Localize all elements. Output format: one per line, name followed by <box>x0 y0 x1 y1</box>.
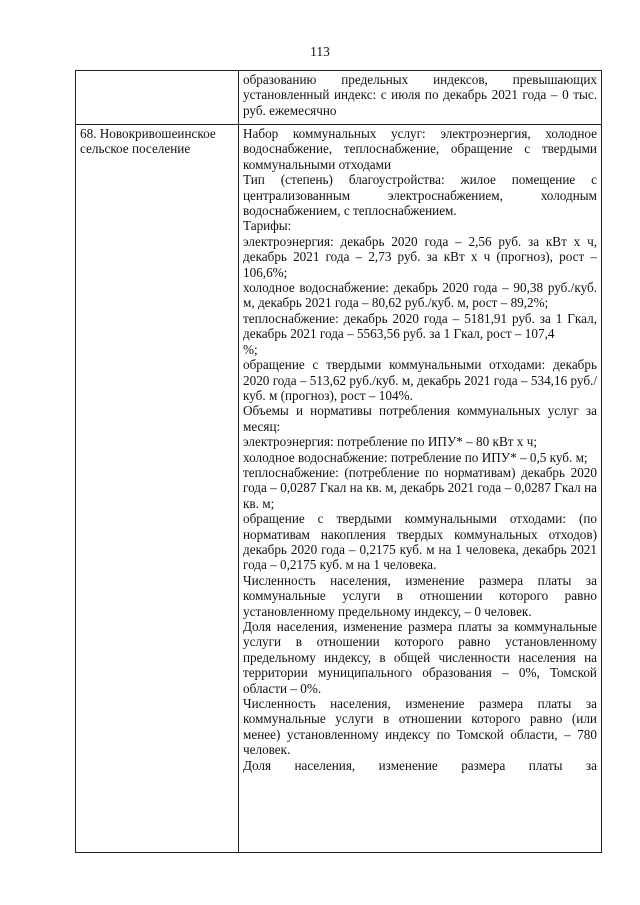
description-cell <box>239 125 602 853</box>
paragraph: обращение с твердыми коммунальными отходами: (по нормативам накопления твердых коммунальных отходов) декабрь 2020 года – 0,2175 куб. м на 1 человека, декабрь 2021 года – 0,2175 куб. м на 1 человека. <box>243 511 597 573</box>
municipality-cell: 68. Новокривошеинское сельское поселение <box>76 125 239 853</box>
paragraph: Набор коммунальных услуг: электроэнергия, холодное водоснабжение, теплоснабжение, обращение с твердыми коммунальными отходами <box>243 126 597 172</box>
description-cell <box>239 71 602 125</box>
paragraph: Тип (степень) благоустройства: жилое помещение с централизованным электроснабжением, холодным водоснабжением, с теплоснабжением. <box>243 172 597 219</box>
paragraph: холодное водоснабжение: потребление по ИПУ* – 0,5 куб. м; <box>243 449 588 465</box>
paragraph: образованию предельных индексов, превышающих установленный индекс: с июля по декабрь 2021 года – 0 тыс. руб. ежемесячно <box>243 72 597 118</box>
paragraph: электроэнергия: потребление по ИПУ* – 80 кВт х ч; <box>243 434 537 450</box>
paragraph: Численность населения, изменение размера платы за коммунальные услуги в отношении которого равно установленному предельному индексу, – 0 человек. <box>243 572 597 619</box>
paragraph: теплоснабжение: декабрь 2020 года – 5181,91 руб. за 1 Гкал, декабрь 2021 года – 5563,56 руб. за 1 Гкал, рост – 107,4 <box>243 310 597 342</box>
paragraph: теплоснабжение: (потребление по нормативам) декабрь 2020 года – 0,0287 Гкал на кв. м, декабрь 2021 года – 0,0287 Гкал на кв. м; <box>243 464 597 511</box>
page-number: 113 <box>310 44 330 59</box>
paragraph: Численность населения, изменение размера платы за коммунальные услуги в отношении которого равно (или менее) установленному индексу по Томской области, – 780 человек. <box>243 696 597 758</box>
paragraph: %; <box>243 341 258 357</box>
municipality-cell <box>76 71 239 125</box>
paragraph: обращение с твердыми коммунальными отходами: декабрь 2020 года – 513,62 руб./куб. м, декабрь 2021 года – 534,16 руб./куб. м (прогноз), рост – 104%. <box>243 357 597 403</box>
paragraph: Доля населения, изменение размера платы за коммунальные услуги в отношении которого равно установленному предельному индексу, в общей численности населения на территории муниципального образования – 0%, Томской области – 0%. <box>243 619 597 696</box>
paragraph: электроэнергия: декабрь 2020 года – 2,56 руб. за кВт х ч, декабрь 2021 года – 2,73 руб. за кВт х ч (прогноз), рост – 106,6%; <box>243 233 597 280</box>
paragraph: холодное водоснабжение: декабрь 2020 года – 90,38 руб./куб. м, декабрь 2021 года – 80,62 руб./куб. м, рост – 89,2%; <box>243 280 597 311</box>
paragraph: Объемы и нормативы потребления коммунальных услуг за месяц: <box>243 403 597 434</box>
table-row <box>76 125 602 853</box>
paragraph: Доля населения, изменение размера платы за <box>243 757 597 773</box>
paragraph: Тарифы: <box>243 218 292 234</box>
document-table <box>75 70 602 853</box>
table-row <box>76 71 602 125</box>
